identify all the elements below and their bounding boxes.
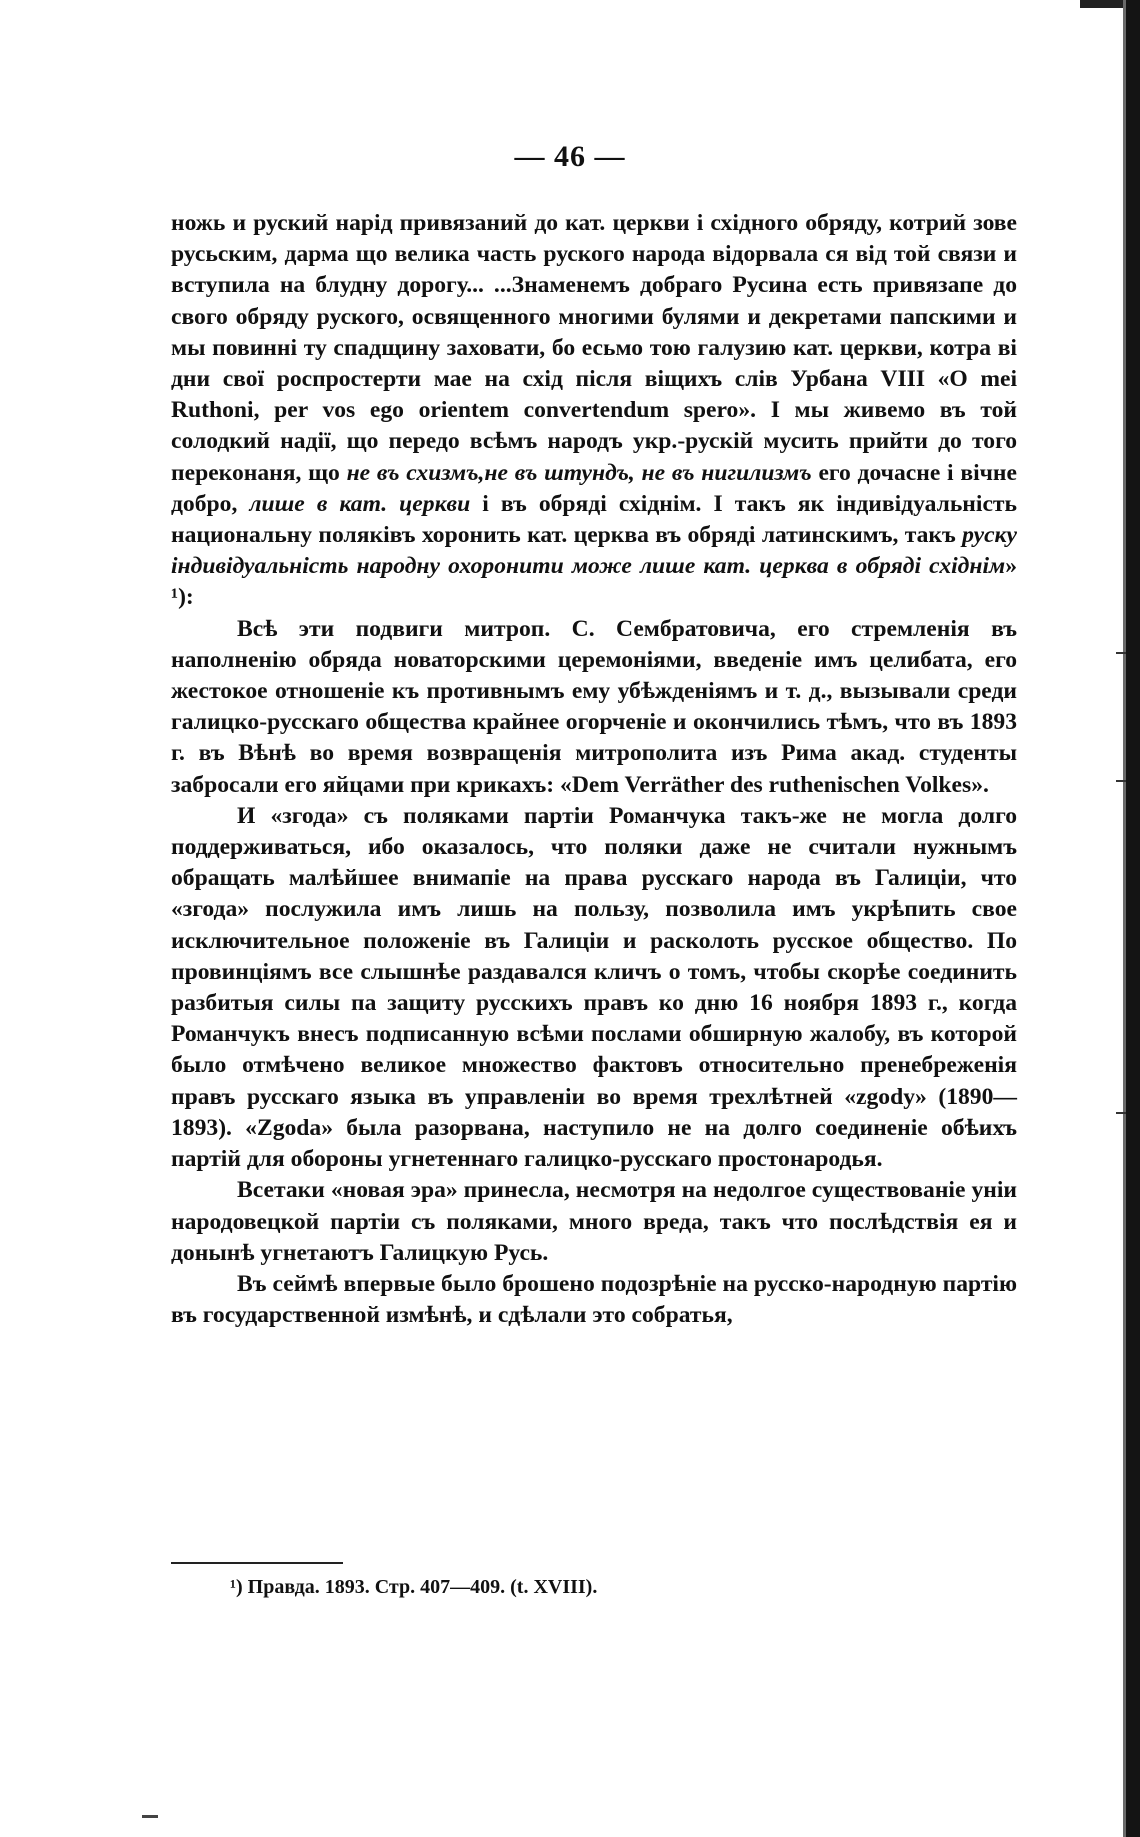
text-segment: Въ сеймѣ впервые было брошено подозрѣніе на русско-народную партію въ государственной измѣнѣ, и сдѣлали это собратья, — [171, 1270, 1017, 1329]
footnote-divider — [171, 1562, 343, 1564]
scan-edge-right — [1126, 0, 1140, 1837]
text-segment: і въ обряді східнім. I такъ як індивідуальність национальну поляківъ хоронить кат. церква въ обряді латинскимъ, такъ — [171, 490, 1017, 549]
paragraph-5 — [171, 1269, 1017, 1331]
text-segment: его дочасне і вічне добро, — [171, 459, 1017, 517]
paragraph-2 — [171, 614, 1017, 801]
footnote-marker: ¹) — [230, 1576, 243, 1598]
scan-edge-tick — [1116, 652, 1126, 654]
footnote-text: Правда. 1893. Стр. 407—409. (t. XVIII). — [242, 1576, 598, 1598]
text-segment: Всетаки «новая эра» принесла, несмотря на недолгое существованіе уніи народовецкой партіи съ поляками, много вреда, такъ что послѣдствія ея и донынѣ угнетаютъ Галицкую Русь. — [171, 1177, 1017, 1266]
scan-mark — [142, 1815, 158, 1818]
italic-segment: лише в кат. церкви — [249, 490, 471, 517]
footnote — [230, 1576, 597, 1599]
scan-edge-tick — [1116, 780, 1126, 782]
text-segment: И «згода» съ поляками партіи Романчука такъ-же не могла долго поддерживаться, ибо оказалось, что поляки даже не считали нужнымъ обращать малѣйшее внимапіе на права русскаго народа въ Галиціи, что «згода» послужила имъ лишь на пользу, позволила имъ укрѣпить свое исключительное положеніе въ Галиціи и расколоть русское общество. По провинціямъ все слышнѣе раздавался кличъ о томъ, чтобы скорѣе соединить разбитыя силы па защиту русскихъ правъ ко дню 16 ноября 1893 г., когда Романчукъ внесъ подписанную всѣми послами обширную жалобу, въ которой было отмѣчено великое множество фактовъ относительно пренебреженія правъ русскаго языка въ управленіи во время трехлѣтней «zgody» (1890—1893). «Zgoda» была разорвана, наступило не на долго соединеніе обѣихъ партій для обороны угнетеннаго галицко-русскаго простонародья. — [171, 802, 1017, 1173]
body-text — [171, 208, 1017, 1331]
paragraph-3 — [171, 801, 1017, 1175]
text-segment: Всѣ эти подвиги митроп. С. Сембратовича, его стремленія въ наполненію обряда новаторскими церемоніями, введеніе имъ целибата, его жестокое отношеніе къ противнымъ ему убѣжденіямъ и т. д., вызывали среди галицко-русскаго общества крайнее огорченіе и окончились тѣмъ, что въ 1893 г. въ Вѣнѣ во время возвращенія митрополита изъ Рима акад. студенты забросали его яйцами при крикахъ: «Dem Verräther des ruthenischen Volkes». — [171, 615, 1017, 798]
text-segment: » ¹): — [171, 553, 1017, 611]
text-segment: ножь и руский нарід привязаний до кат. церкви і східного обряду, котрий зове русьским, дарма що велика часть руского народа відорвала ся від той связи и вступила на блудну дорогу... ...Знаменемъ добраго Русина есть привязапе до свого обряду руского, освященного многими булями и декретами папскими и мы повинні ту спадщину заховати, бо есьмо тою галузию кат. церкви, котра ві дни свої роспростерти мае на схід після віщихъ слів Урбана VIII «О mei Ruthoni, per vos ego orientem convertendum spero». I мы живемо въ той солодкий надії, що передо всѣмъ народъ укр.-рускій мусить прийти до того переконаня, що — [171, 210, 1017, 486]
paragraph-1 — [171, 208, 1017, 614]
page-number: — 46 — — [514, 140, 626, 173]
scan-edge-tick — [1116, 1112, 1126, 1114]
italic-segment: руску індивідуальність народну охоронити може лише кат. церква в обряді східнім — [171, 522, 1017, 580]
paragraph-4 — [171, 1175, 1017, 1269]
italic-segment: не въ схизмъ,не въ штундъ, не въ нигилизмъ — [346, 459, 812, 486]
